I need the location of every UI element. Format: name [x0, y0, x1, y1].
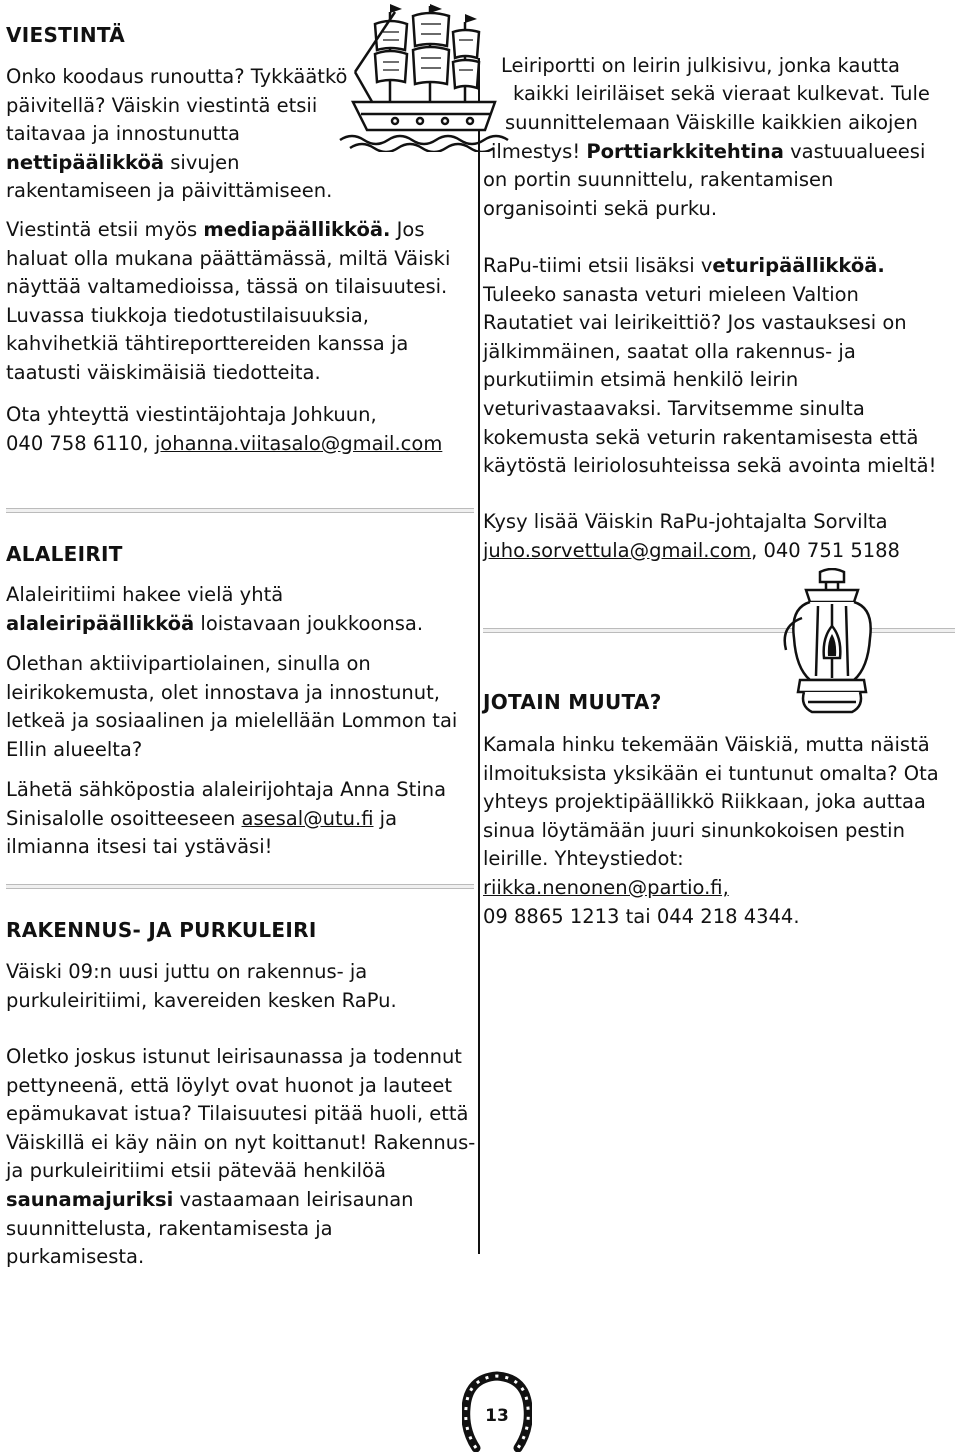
- rakennus-heading: RAKENNUS- JA PURKULEIRI: [6, 918, 317, 942]
- leiriportti-line-4: ilmestys! Porttiarkkitehtina vastuualueesi: [491, 140, 926, 163]
- section-separator: [483, 628, 955, 633]
- alaleirit-paragraph-2: Olethan aktiivipartiolainen, sinulla on leirikokemusta, olet innostava ja innostunut, letkeä ja sosiaalinen ja mielellään Lommon tai Ellin alueelta?: [6, 652, 458, 761]
- jotain-heading: JOTAIN MUUTA?: [483, 690, 662, 714]
- jotain-paragraph: Kamala hinku tekemään Väiskiä, mutta näistä ilmoituksista yksikään ei tuntunut omalta? Ota yhteys projektipäällikkö Riikkaan, joka auttaa sinua löytämään juuri sinunkokoisen pestin leirille. Yhteystiedot: riikka.nenonen@partio.fi, 09 8865 1213 tai 044 218 4344.: [483, 733, 939, 928]
- alaleirit-paragraph-3: Lähetä sähköpostia alaleirijohtaja Anna Stina Sinisalolle osoitteeseen asesal@utu.fi ja ilmianna itsesi tai ystäväsi!: [6, 778, 447, 859]
- leiriportti-line-3: suunnittelemaan Väiskille kaikkien aikojen: [505, 111, 918, 134]
- rakennus-paragraph-1: Väiski 09:n uusi juttu on rakennus- ja purkuleiritiimi, kavereiden kesken RaPu.: [6, 960, 397, 1012]
- jotain-email-link[interactable]: riikka.nenonen@partio.fi,: [483, 875, 729, 899]
- section-separator: [6, 508, 474, 513]
- lantern-icon: [782, 568, 882, 718]
- section-separator: [6, 884, 474, 889]
- viestinta-paragraph-1: Onko koodaus runoutta? Tykkäätkö päivitellä? Väiskin viestintä etsii taitavaa ja innostunutta nettipäälikköä sivujen rakentamiseen ja päivittämiseen.: [6, 65, 348, 203]
- rapu-contact: Kysy lisää Väiskin RaPu-johtajalta Sorvilta juho.sorvettula@gmail.com, 040 751 5188: [483, 510, 900, 562]
- rakennus-paragraph-2: Oletko joskus istunut leirisaunassa ja todennut pettyneenä, että löylyt ovat huonot ja lauteet epämukavat istua? Tilaisuutesi pitää huoli, että Väiskillä ei käy näin on nyt koittanut! Rakennus- ja purkuleiritiimi etsii pätevää henkilöä saunamajuriksi vastaamaan leirisaunan suunnittelusta, rakentamisesta ja purkamisesta.: [6, 1045, 476, 1269]
- viestinta-contact: Ota yhteyttä viestintäjohtaja Johkuun, 040 758 6110, johanna.viitasalo@gmail.com: [6, 403, 443, 455]
- leiriportti-rest: on portin suunnittelu, rakentamisen organisointi sekä purku.: [483, 168, 834, 220]
- column-divider: [478, 58, 480, 1254]
- leiriportti-line-1: Leiriportti on leirin julkisivu, jonka kautta: [501, 54, 900, 77]
- alaleirit-email-link[interactable]: asesal@utu.fi: [241, 806, 374, 830]
- viestinta-heading: VIESTINTÄ: [6, 23, 126, 47]
- viestinta-email-link[interactable]: johanna.viitasalo@gmail.com: [154, 431, 443, 455]
- rapu-email-link[interactable]: juho.sorvettula@gmail.com: [483, 538, 752, 562]
- page-number: 13: [485, 1406, 509, 1426]
- viestinta-paragraph-2: Viestintä etsii myös mediapäällikköä. Jos haluat olla mukana päättämässä, miltä Väiski näyttää valtamedioissa, tässä on tilaisuutesi. Luvassa tiukkoja tiedotustilaisuuksia, kahvihetkiä tähtireporttereiden kanssa ja taatusti väiskimäisiä tiedotteita.: [6, 218, 451, 384]
- veturi-paragraph: RaPu-tiimi etsii lisäksi veturipäällikköä. Tuleeko sanasta veturi mieleen Valtion Rautatiet vai leirikeittiö? Jos vastauksesi on jälkimmäinen, saatat olla rakennus- ja purkutiimin etsimä henkilö leirin veturivastaavaksi. Tarvitsemme sinulta kokemusta sekä veturin rakentamisesta että käytöstä leiriolosuhteissa sekä avointa mieltä!: [483, 254, 937, 478]
- alaleirit-heading: ALALEIRIT: [6, 542, 123, 566]
- alaleirit-paragraph-1: Alaleiritiimi hakee vielä yhtä alaleiripäällikköä loistavaan joukkoonsa.: [6, 583, 424, 635]
- page-number-badge: [462, 1370, 532, 1452]
- leiriportti-line-2: kaikki leiriläiset sekä vieraat kulkevat. Tule: [513, 82, 930, 105]
